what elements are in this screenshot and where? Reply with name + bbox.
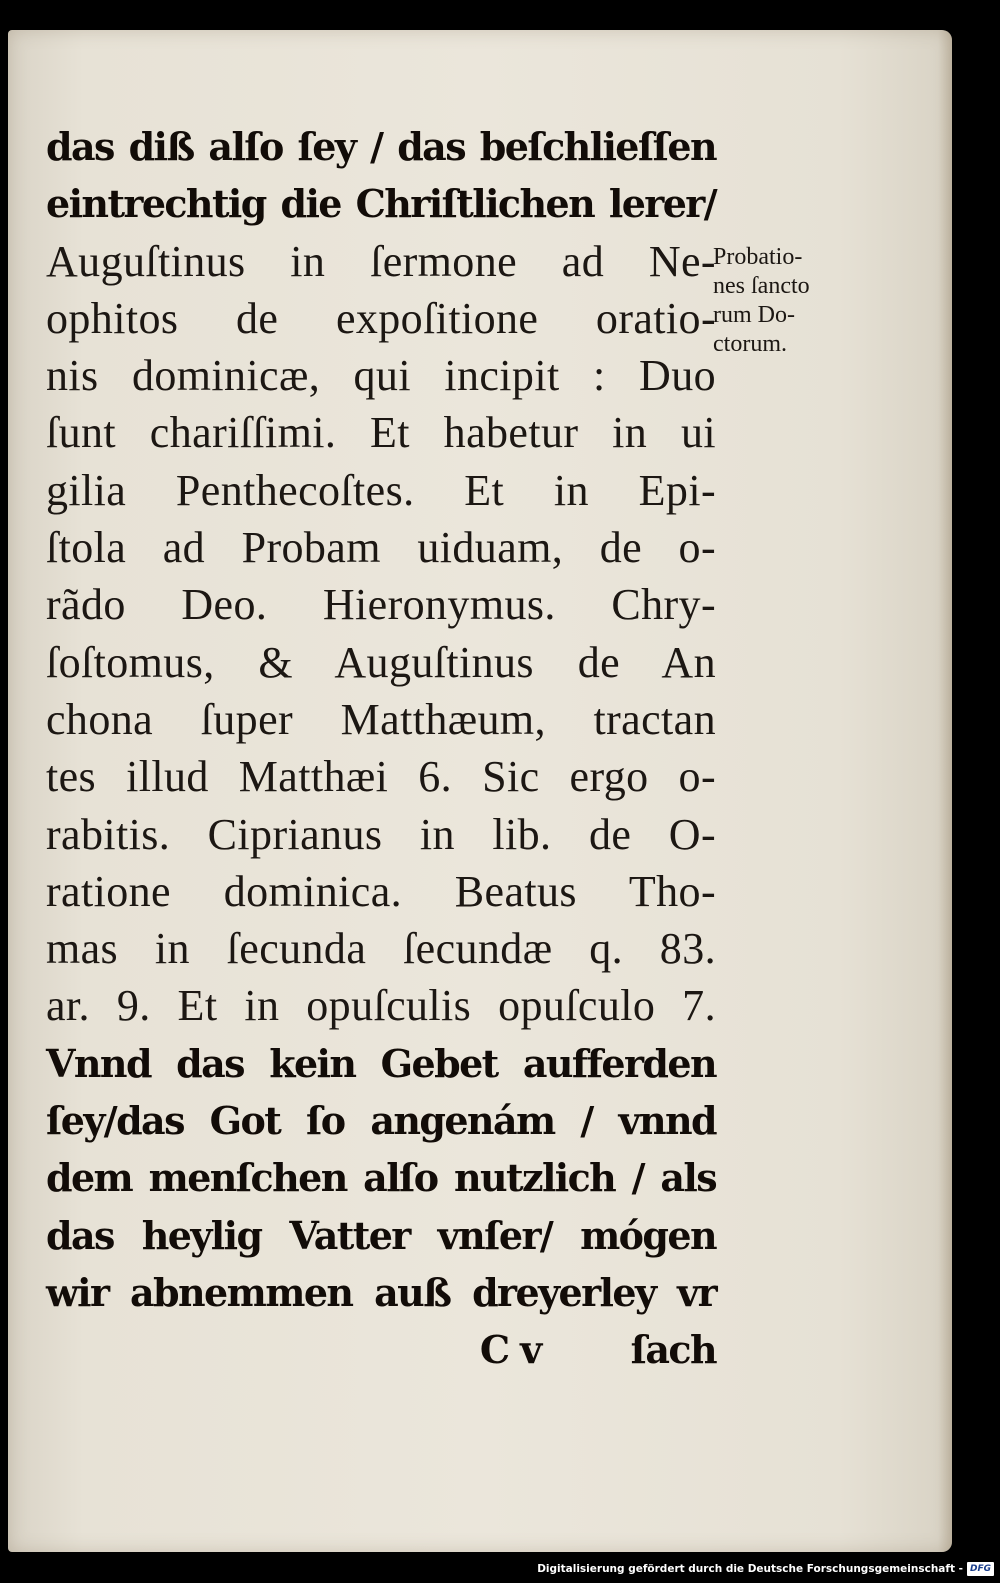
text-line: ſoſtomus, & Auguſtinus de An (46, 637, 716, 687)
text-line: ar. 9. Et in opuſculis opuſculo 7. (46, 981, 716, 1031)
marginal-note-line: ctorum. (713, 331, 787, 357)
page-edge-shadow (938, 30, 952, 1552)
text-line: tes illud Matthæi 6. Sic ergo o- (46, 752, 716, 802)
text-line: ſtola ad Probam uiduam, de o- (46, 523, 716, 573)
text-line: ſey/das Got ſo angenám / vnnd (46, 1098, 716, 1144)
signature-mark: C v (479, 1327, 541, 1373)
funding-credit-text: Digitalisierung gefördert durch die Deutsche Forschungsgemeinschaft - (537, 1563, 963, 1575)
marginal-note-line: rum Do- (713, 302, 795, 328)
text-line: Vnnd das kein Gebet aufferden (46, 1040, 716, 1086)
marginal-note-line: Probatio- (713, 244, 803, 270)
text-line: mas in ſecunda ſecundæ q. 83. (46, 924, 716, 974)
text-line: nis dominicæ, qui incipit : Duo (46, 351, 716, 401)
text-line: das diß alſo ſey / das beſchlieſſen (46, 124, 716, 169)
signature-line (46, 1321, 718, 1378)
main-text-block (46, 118, 716, 1379)
text-line: Auguſtinus in ſermone ad Ne- (46, 236, 716, 286)
book-page (8, 30, 952, 1552)
dfg-logo-icon: DFG (967, 1562, 994, 1576)
text-line: rãdo Deo. Hieronymus. Chry- (46, 580, 716, 630)
text-line: eintrechtig die Chriſtlichen lerer/ (46, 181, 716, 227)
marginal-note (713, 243, 863, 359)
marginal-note-line: nes ſancto (713, 273, 810, 299)
catchword: ſach (630, 1327, 716, 1373)
text-line: rabitis. Ciprianus in lib. de O- (46, 809, 716, 859)
text-line: das heylig Vatter vnſer/ mógen (46, 1212, 716, 1258)
text-line: ſunt chariſſimi. Et habetur in ui (46, 408, 716, 458)
text-line: ratione dominica. Beatus Tho- (46, 866, 716, 916)
text-line: dem menſchen alſo nutzlich / als (46, 1155, 716, 1201)
text-line: ophitos de expoſitione oratio- (46, 293, 716, 343)
text-line: gilia Penthecoſtes. Et in Epi- (46, 465, 716, 515)
text-line: chona ſuper Matthæum, tractan (46, 694, 716, 744)
funding-credit (537, 1558, 994, 1580)
text-line: wir abnemmen auß dreyerley vr (46, 1269, 716, 1315)
